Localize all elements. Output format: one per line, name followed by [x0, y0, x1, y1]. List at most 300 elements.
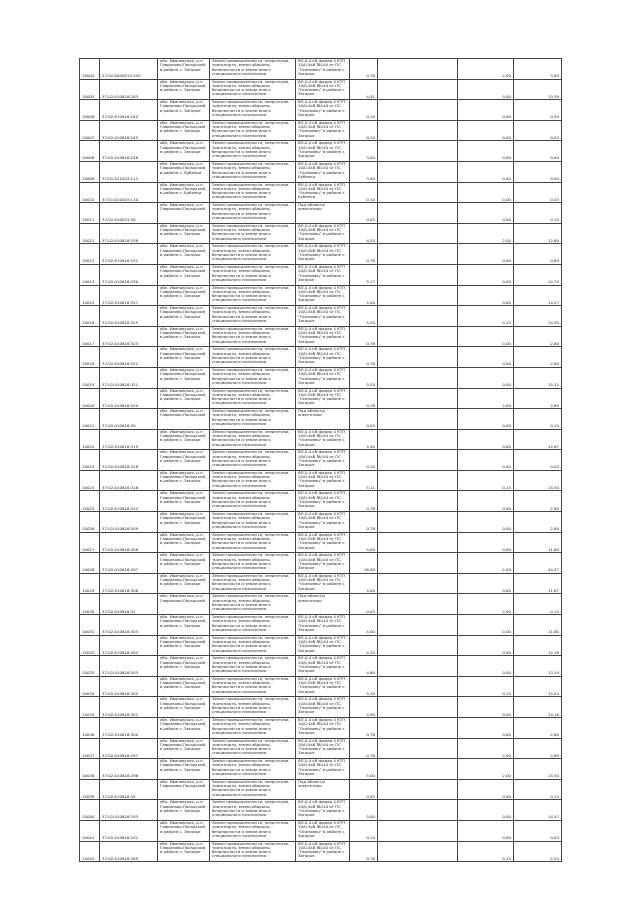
factor-cell: [378, 326, 458, 347]
total-cell: 0,15: [514, 594, 562, 615]
area-cell: 0,19: [350, 100, 378, 121]
permitted-use-cell: ВЛ-0,4 кВ фидер 4 КТП 10/0,4кВ №144 от ПС "Осиновец" в районе с. Загорье: [296, 820, 350, 841]
factor-cell: [378, 306, 458, 327]
row-number: 10036: [80, 718, 100, 739]
total-cell: 0,03: [514, 182, 562, 203]
cadastral-number: 37:02:010816:289: [100, 841, 158, 862]
total-cell: 0,89: [514, 244, 562, 265]
area-cell: 0,78: [350, 841, 378, 862]
area-cell: 0,78: [350, 326, 378, 347]
row-number: 10024: [80, 470, 100, 491]
cadastral-number: 37:02:010816:330: [100, 264, 158, 285]
area-cell: 4,00: [350, 532, 378, 553]
area-cell: 5,00: [350, 285, 378, 306]
area-cell: 4,40: [350, 429, 378, 450]
permitted-use-cell: ВЛ-0,4 кВ фидер 4 КТП 10/0,4кВ №144 от ПС "Осиновец" в районе с. Загорье: [296, 697, 350, 718]
area-cell: 4,20: [350, 635, 378, 656]
total-cell: 15,12: [514, 367, 562, 388]
coefficient-cell: 0,00: [458, 100, 514, 121]
cadastral-number: 37:02:010816:245: [100, 120, 158, 141]
table-row: [80, 79, 562, 100]
address-cell: обл. Ивановская, р-н Гаврилово-Посадский, в районе с. Загорье: [158, 120, 210, 141]
total-cell: 3,89: [514, 59, 562, 80]
table-row: [80, 841, 562, 862]
coefficient-cell: 0,00: [458, 491, 514, 512]
area-cell: 4,00: [350, 573, 378, 594]
land-category-cell: Земли промышленности, энергетики, транспорта, земли обороны, безопасности и земли иного специального назначения: [210, 120, 296, 141]
factor-cell: [378, 100, 458, 121]
coefficient-cell: 2,00: [458, 553, 514, 574]
coefficient-cell: 0,00: [458, 79, 514, 100]
table-row: [80, 697, 562, 718]
permitted-use-cell: ВЛ-0,4 кВ фидер 4 КТП 10/0,4кВ №144 от ПС "Осиновец" в районе с. Загорье: [296, 306, 350, 327]
factor-cell: [378, 594, 458, 615]
permitted-use-cell: ВЛ-0,4 кВ фидер 4 КТП 10/0,4кВ №144 от ПС "Осиновец" в районе с. Загорье: [296, 79, 350, 100]
permitted-use-cell: Под объекты энергетики: [296, 594, 350, 615]
cadastral-number: 37:02:010816:297: [100, 738, 158, 759]
coefficient-cell: 0,00: [458, 182, 514, 203]
coefficient-cell: 0,00: [458, 718, 514, 739]
row-number: 10021: [80, 409, 100, 430]
area-cell: 3,00: [350, 161, 378, 182]
row-number: 10032: [80, 635, 100, 656]
factor-cell: [378, 491, 458, 512]
cadastral-number: 37:02:010816:318: [100, 450, 158, 471]
table-row: [80, 470, 562, 491]
area-cell: 16,00: [350, 553, 378, 574]
coefficient-cell: 0,00: [458, 656, 514, 677]
factor-cell: [378, 718, 458, 739]
permitted-use-cell: ВЛ-0,4 кВ фидер 4 КТП 10/0,4кВ №144 от ПС "Осиновец" в районе с. Загорье: [296, 512, 350, 533]
address-cell: обл. Ивановская, р-н Гаврилово-Посадский, в районе с. Загорье: [158, 388, 210, 409]
row-number: 10034: [80, 676, 100, 697]
row-number: 10015: [80, 285, 100, 306]
row-number: 10037: [80, 738, 100, 759]
row-number: 10008: [80, 141, 100, 162]
address-cell: обл. Ивановская, р-н Гаврилово-Посадский, в районе с. Загорье: [158, 573, 210, 594]
table-row: [80, 264, 562, 285]
permitted-use-cell: ВЛ-0,4 кВ фидер 4 КТП 10/0,4кВ №144 от ПС "Осиновец" в районе с. Загорье: [296, 470, 350, 491]
factor-cell: [378, 738, 458, 759]
coefficient-cell: 0,15: [458, 841, 514, 862]
area-cell: 3,00: [350, 141, 378, 162]
permitted-use-cell: ВЛ-0,4 кВ фидер 4 КТП 10/0,4кВ №144 от ПС "Осиновец" в районе с. Загорье: [296, 656, 350, 677]
table-row: [80, 676, 562, 697]
address-cell: обл. Ивановская, р-н Гаврилово-Посадский, в районе с. Бубенки: [158, 161, 210, 182]
address-cell: обл. Ивановская, р-н Гаврилово-Посадский, в районе с. Загорье: [158, 841, 210, 862]
cadastral-number: 37:02:010816:323: [100, 326, 158, 347]
total-cell: 12,67: [514, 429, 562, 450]
coefficient-cell: 0,00: [458, 779, 514, 800]
land-category-cell: Земли промышленности, энергетики, транспорта, земли обороны, безопасности и земли иного специального назначения: [210, 697, 296, 718]
table-row: [80, 532, 562, 553]
land-category-cell: Земли промышленности, энергетики, транспорта, земли обороны, безопасности и земли иного специального назначения: [210, 409, 296, 430]
coefficient-cell: 0,00: [458, 512, 514, 533]
coefficient-cell: 0,00: [458, 203, 514, 224]
table-row: [80, 141, 562, 162]
table-row: [80, 635, 562, 656]
factor-cell: [378, 182, 458, 203]
table-row: [80, 182, 562, 203]
land-category-cell: Земли промышленности, энергетики, транспорта, земли обороны, безопасности и земли иного специального назначения: [210, 182, 296, 203]
total-cell: 12,60: [514, 223, 562, 244]
table-row: [80, 800, 562, 821]
total-cell: 2,80: [514, 347, 562, 368]
area-cell: 4,60: [350, 656, 378, 677]
area-cell: 5,20: [350, 367, 378, 388]
row-number: 10038: [80, 759, 100, 780]
table-row: [80, 347, 562, 368]
factor-cell: [378, 697, 458, 718]
total-cell: 15,04: [514, 676, 562, 697]
permitted-use-cell: ВЛ-0,4 кВ фидер 4 КТП 10/0,4кВ №144 от ПС "Осиновец" в районе с. Загорье: [296, 532, 350, 553]
factor-cell: [378, 79, 458, 100]
factor-cell: [378, 759, 458, 780]
address-cell: обл. Ивановская, р-н Гаврилово-Посадский, в районе с. Загорье: [158, 429, 210, 450]
coefficient-cell: 0,00: [458, 573, 514, 594]
row-number: 10004: [80, 59, 100, 80]
row-number: 10018: [80, 347, 100, 368]
coefficient-cell: 0,00: [458, 347, 514, 368]
total-cell: 2,80: [514, 718, 562, 739]
coefficient-cell: 0,15: [458, 306, 514, 327]
table-row: [80, 594, 562, 615]
area-cell: 0,10: [350, 120, 378, 141]
table-row: [80, 409, 562, 430]
address-cell: обл. Ивановская, р-н Гаврилово-Посадский, в районе с. Загорье: [158, 347, 210, 368]
address-cell: обл. Ивановская, р-н Гаврилово-Посадский, в районе с. Загорье: [158, 512, 210, 533]
table-row: [80, 59, 562, 80]
land-category-cell: Земли промышленности, энергетики, транспорта, земли обороны, безопасности и земли иного специального назначения: [210, 100, 296, 121]
address-cell: обл. Ивановская, р-н Гаврилово-Посадский, в районе с. Загорье: [158, 676, 210, 697]
address-cell: обл. Ивановская, р-н Гаврилово-Посадский, в районе с. Загорье: [158, 223, 210, 244]
land-category-cell: Земли промышленности, энергетики, транспорта, земли обороны, безопасности и земли иного специального назначения: [210, 306, 296, 327]
land-category-cell: Земли промышленности, энергетики, транспорта, земли обороны, безопасности и земли иного специального назначения: [210, 141, 296, 162]
table-row: [80, 367, 562, 388]
cadastral-number: 37:02:010015:30: [100, 203, 158, 224]
address-cell: обл. Ивановская, р-н Гаврилово-Посадский, в районе с. Загорье: [158, 759, 210, 780]
area-cell: 0,10: [350, 820, 378, 841]
row-number: 10039: [80, 779, 100, 800]
factor-cell: [378, 841, 458, 862]
permitted-use-cell: ВЛ-0,4 кВ фидер 4 КТП 10/0,4кВ №144 от ПС "Осиновец" в районе с. Загорье: [296, 553, 350, 574]
coefficient-cell: 0,15: [458, 470, 514, 491]
total-cell: 14,50: [514, 306, 562, 327]
factor-cell: [378, 429, 458, 450]
cadastral-number: 37:02:010816:321: [100, 367, 158, 388]
address-cell: обл. Ивановская, р-н Гаврилово-Посадский, в районе с. Загорье: [158, 470, 210, 491]
table-row: [80, 100, 562, 121]
address-cell: обл. Ивановская, р-н Гаврилово-Посадский, в районе с. Загорье: [158, 306, 210, 327]
permitted-use-cell: ВЛ-0,4 кВ фидер 4 КТП 10/0,4кВ №144 от ПС "Осиновец" в районе с. Загорье: [296, 429, 350, 450]
permitted-use-cell: ВЛ-0,4 кВ фидер 4 КТП 10/0,4кВ №144 от ПС "Осиновец" в районе с. Загорье: [296, 244, 350, 265]
land-category-cell: Земли промышленности, энергетики, транспорта, земли обороны, безопасности и земли иного специального назначения: [210, 594, 296, 615]
cadastral-number: 37:02:010816:338: [100, 223, 158, 244]
coefficient-cell: 2,00: [458, 223, 514, 244]
permitted-use-cell: ВЛ-0,4 кВ фидер 4 КТП 10/0,4кВ №144 от ПС "Осиновец" в районе с. Загорье: [296, 676, 350, 697]
table-row: [80, 306, 562, 327]
address-cell: обл. Ивановская, р-н Гаврилово-Посадский, в районе с. Загорье: [158, 285, 210, 306]
area-cell: 4,41: [350, 79, 378, 100]
cadastral-number: 37:02:010816:31: [100, 594, 158, 615]
coefficient-cell: 0,00: [458, 635, 514, 656]
permitted-use-cell: Под объекты энергетики: [296, 779, 350, 800]
cadastral-number: 37:02:010816:327: [100, 285, 158, 306]
table-row: [80, 512, 562, 533]
coefficient-cell: 0,00: [458, 429, 514, 450]
land-category-cell: Земли промышленности, энергетики, транспорта, земли обороны, безопасности и земли иного специального назначения: [210, 347, 296, 368]
table-row: [80, 718, 562, 739]
factor-cell: [378, 223, 458, 244]
row-number: 10019: [80, 367, 100, 388]
land-category-cell: Земли промышленности, энергетики, транспорта, земли обороны, безопасности и земли иного специального назначения: [210, 656, 296, 677]
cadastral-number: 37:02:010816:304: [100, 635, 158, 656]
land-category-cell: Земли промышленности, энергетики, транспорта, земли обороны, безопасности и земли иного специального назначения: [210, 244, 296, 265]
area-cell: 0,78: [350, 491, 378, 512]
land-category-cell: Земли промышленности, энергетики, транспорта, земли обороны, безопасности и земли иного специального назначения: [210, 59, 296, 80]
table-row: [80, 450, 562, 471]
permitted-use-cell: ВЛ-0,4 кВ фидер 4 КТП 10/0,4кВ №144 от ПС "Осиновец" в районе с. Загорье: [296, 635, 350, 656]
coefficient-cell: 0,00: [458, 409, 514, 430]
land-category-cell: Земли промышленности, энергетики, транспорта, земли обороны, безопасности и земли иного специального назначения: [210, 223, 296, 244]
table-row: [80, 285, 562, 306]
permitted-use-cell: ВЛ-0,4 кВ фидер 4 КТП 10/0,4кВ №144 от ПС "Осиновец" в районе с. Загорье: [296, 264, 350, 285]
factor-cell: [378, 573, 458, 594]
factor-cell: [378, 244, 458, 265]
factor-cell: [378, 820, 458, 841]
land-category-cell: Земли промышленности, энергетики, транспорта, земли обороны, безопасности и земли иного специального назначения: [210, 553, 296, 574]
row-number: 10041: [80, 820, 100, 841]
total-cell: 11,60: [514, 615, 562, 636]
area-cell: 4,90: [350, 697, 378, 718]
coefficient-cell: 0,00: [458, 367, 514, 388]
area-cell: 0,10: [350, 182, 378, 203]
address-cell: обл. Ивановская, р-н Гаврилово-Посадский, в районе с. Загорье: [158, 615, 210, 636]
factor-cell: [378, 635, 458, 656]
row-number: 10014: [80, 264, 100, 285]
land-category-cell: Земли промышленности, энергетики, транспорта, земли обороны, безопасности и земли иного специального назначения: [210, 285, 296, 306]
coefficient-cell: 0,00: [458, 244, 514, 265]
coefficient-cell: 0,00: [458, 120, 514, 141]
cadastral-number: 37:02:010816:316: [100, 470, 158, 491]
area-cell: 0,78: [350, 388, 378, 409]
factor-cell: [378, 285, 458, 306]
cadastral-number: 37:02:010816:320: [100, 388, 158, 409]
total-cell: 0,59: [514, 100, 562, 121]
total-cell: 0,03: [514, 820, 562, 841]
land-category-cell: Земли промышленности, энергетики, транспорта, земли обороны, безопасности и земли иного специального назначения: [210, 429, 296, 450]
address-cell: обл. Ивановская, р-н Гаврилово-Посадский, в районе с. Загорье: [158, 79, 210, 100]
area-cell: 5,00: [350, 759, 378, 780]
table-row: [80, 203, 562, 224]
coefficient-cell: 0,00: [458, 141, 514, 162]
total-cell: 2,54: [514, 841, 562, 862]
factor-cell: [378, 120, 458, 141]
cadastral-number: 37:02:010816:308: [100, 532, 158, 553]
row-number: 10030: [80, 594, 100, 615]
cadastral-number: 27:02:0000915:343: [100, 59, 158, 80]
total-cell: 14,50: [514, 470, 562, 491]
land-plot-register-table: [79, 58, 562, 862]
area-cell: 0,10: [350, 450, 378, 471]
coefficient-cell: 0,00: [458, 615, 514, 636]
table-row: [80, 161, 562, 182]
table-row: [80, 759, 562, 780]
land-category-cell: Земли промышленности, энергетики, транспорта, земли обороны, безопасности и земли иного специального назначения: [210, 779, 296, 800]
cadastral-number: 37:02:010816:300: [100, 718, 158, 739]
table-row: [80, 738, 562, 759]
row-number: 10029: [80, 573, 100, 594]
land-category-cell: Земли промышленности, энергетики, транспорта, земли обороны, безопасности и земли иного специального назначения: [210, 491, 296, 512]
address-cell: обл. Ивановская, р-н Гаврилово-Посадский, в районе с. Загорье: [158, 532, 210, 553]
land-category-cell: Земли промышленности, энергетики, транспорта, земли обороны, безопасности и земли иного специального назначения: [210, 79, 296, 100]
cadastral-number: 37:02:010816:291: [100, 820, 158, 841]
cadastral-number: 37:02:010816:306: [100, 573, 158, 594]
address-cell: обл. Ивановская, р-н Гаврилово-Посадский, в районе с. Загорье: [158, 264, 210, 285]
area-cell: 5,17: [350, 264, 378, 285]
table-row: [80, 388, 562, 409]
area-cell: 5,20: [350, 306, 378, 327]
row-number: 10007: [80, 120, 100, 141]
factor-cell: [378, 532, 458, 553]
land-category-cell: Земли промышленности, энергетики, транспорта, земли обороны, безопасности и земли иного специального назначения: [210, 161, 296, 182]
area-cell: 5,00: [350, 800, 378, 821]
land-category-cell: Земли промышленности, энергетики, транспорта, земли обороны, безопасности и земли иного специального назначения: [210, 615, 296, 636]
total-cell: 11,60: [514, 532, 562, 553]
coefficient-cell: 0,15: [458, 676, 514, 697]
row-number: 10026: [80, 512, 100, 533]
coefficient-cell: 0,00: [458, 161, 514, 182]
coefficient-cell: 2,00: [458, 59, 514, 80]
cadastral-number: 37:02:010816:296: [100, 759, 158, 780]
permitted-use-cell: ВЛ-0,4 кВ фидер 4 КТП 10/0,4кВ №144 от ПС "Осиновец" в районе с. Загорье: [296, 326, 350, 347]
permitted-use-cell: ВЛ-0,4 кВ фидер 4 КТП 10/0,4кВ №144 от ПС "Осиновец" в районе с. Загорье: [296, 450, 350, 471]
total-cell: 14,27: [514, 285, 562, 306]
coefficient-cell: 0,00: [458, 532, 514, 553]
row-number: 10031: [80, 615, 100, 636]
row-number: 10010: [80, 182, 100, 203]
land-category-cell: Земли промышленности, энергетики, транспорта, земли обороны, безопасности и земли иного специального назначения: [210, 718, 296, 739]
total-cell: 2,80: [514, 326, 562, 347]
land-category-cell: Земли промышленности, энергетики, транспорта, земли обороны, безопасности и земли иного специального назначения: [210, 738, 296, 759]
permitted-use-cell: Под объекты энергетики: [296, 409, 350, 430]
address-cell: обл. Ивановская, р-н Гаврилово-Посадский, в районе с. Загорье: [158, 553, 210, 574]
factor-cell: [378, 512, 458, 533]
table-row: [80, 326, 562, 347]
permitted-use-cell: ВЛ-0,4 кВ фидер 4 КТП 10/0,4кВ №144 от ПС "Осиновец" в районе с. Бубенки: [296, 161, 350, 182]
land-category-cell: Земли промышленности, энергетики, транспорта, земли обороны, безопасности и земли иного специального назначения: [210, 800, 296, 821]
permitted-use-cell: ВЛ-0,4 кВ фидер 4 КТП 10/0,4кВ №144 от ПС "Осиновец" в районе с. Загорье: [296, 120, 350, 141]
total-cell: 2,80: [514, 512, 562, 533]
row-number: 10025: [80, 491, 100, 512]
area-cell: 5,10: [350, 676, 378, 697]
address-cell: обл. Ивановская, р-н Гаврилово-Посадский: [158, 409, 210, 430]
row-number: 10033: [80, 656, 100, 677]
area-cell: 0,05: [350, 779, 378, 800]
address-cell: обл. Ивановская, р-н Гаврилово-Посадский, в районе с. Загорье: [158, 656, 210, 677]
total-cell: 13,34: [514, 656, 562, 677]
area-cell: 0,78: [350, 244, 378, 265]
factor-cell: [378, 615, 458, 636]
address-cell: обл. Ивановская, р-н Гаврилово-Посадский, в районе с. Загорье: [158, 244, 210, 265]
address-cell: обл. Ивановская, р-н Гаврилово-Посадский: [158, 779, 210, 800]
address-cell: обл. Ивановская, р-н Гаврилово-Посадский, в районе с. Загорье: [158, 59, 210, 80]
address-cell: обл. Ивановская, р-н Гаврилово-Посадский: [158, 203, 210, 224]
coefficient-cell: 0,00: [458, 285, 514, 306]
land-category-cell: Земли промышленности, энергетики, транспорта, земли обороны, безопасности и земли иного специального назначения: [210, 532, 296, 553]
factor-cell: [378, 450, 458, 471]
land-category-cell: Земли промышленности, энергетики, транспорта, земли обороны, безопасности и земли иного специального назначения: [210, 512, 296, 533]
factor-cell: [378, 367, 458, 388]
row-number: 10011: [80, 203, 100, 224]
permitted-use-cell: ВЛ-0,4 кВ фидер 4 КТП 10/0,4кВ №144 от ПС "Осиновец" в районе с. Загорье: [296, 141, 350, 162]
area-cell: 0,78: [350, 59, 378, 80]
permitted-use-cell: ВЛ-0,4 кВ фидер 4 КТП 10/0,4кВ №144 от ПС "Осиновец" в районе с. Загорье: [296, 59, 350, 80]
land-category-cell: Земли промышленности, энергетики, транспорта, земли обороны, безопасности и земли иного специального назначения: [210, 326, 296, 347]
land-category-cell: Земли промышленности, энергетики, транспорта, земли обороны, безопасности и земли иного специального назначения: [210, 470, 296, 491]
area-cell: 0,78: [350, 347, 378, 368]
table-row: [80, 491, 562, 512]
area-cell: 0,78: [350, 718, 378, 739]
row-number: 10013: [80, 244, 100, 265]
factor-cell: [378, 656, 458, 677]
row-number: 10040: [80, 800, 100, 821]
permitted-use-cell: ВЛ-0,4 кВ фидер 4 КТП 10/0,4кВ №144 от ПС "Осиновец" в районе с. Загорье: [296, 223, 350, 244]
area-cell: 0,05: [350, 409, 378, 430]
permitted-use-cell: ВЛ-0,4 кВ фидер 4 КТП 10/0,4кВ №144 от ПС "Осиновец" в районе с. Загорье: [296, 347, 350, 368]
factor-cell: [378, 203, 458, 224]
row-number: 10028: [80, 553, 100, 574]
total-cell: 13,39: [514, 79, 562, 100]
address-cell: обл. Ивановская, р-н Гаврилово-Посадский, в районе с. Загорье: [158, 100, 210, 121]
address-cell: обл. Ивановская, р-н Гаврилово-Посадский, в районе с. Загорье: [158, 450, 210, 471]
total-cell: 0,03: [514, 450, 562, 471]
cadastral-number: 37:02:010816:30: [100, 409, 158, 430]
total-cell: 0,15: [514, 779, 562, 800]
cadastral-number: 37:02:010816:307: [100, 553, 158, 574]
table-row: [80, 573, 562, 594]
table-row: [80, 553, 562, 574]
address-cell: обл. Ивановская, р-н Гаврилово-Посадский, в районе с. Загорье: [158, 820, 210, 841]
permitted-use-cell: ВЛ-0,4 кВ фидер 4 КТП 10/0,4кВ №144 от ПС "Осиновец" в районе с. Загорье: [296, 759, 350, 780]
cadastral-number: 37:02:010816:314: [100, 491, 158, 512]
factor-cell: [378, 470, 458, 491]
address-cell: обл. Ивановская, р-н Гаврилово-Посадский, в районе с. Загорье: [158, 635, 210, 656]
total-cell: 9,00: [514, 141, 562, 162]
coefficient-cell: 2,00: [458, 759, 514, 780]
land-category-cell: Земли промышленности, энергетики, транспорта, земли обороны, безопасности и земли иного специального назначения: [210, 676, 296, 697]
permitted-use-cell: ВЛ-0,4 кВ фидер 4 КТП 10/0,4кВ №144 от ПС "Осиновец" в районе с. Загорье: [296, 367, 350, 388]
cadastral-number: 37:02:010816:302: [100, 676, 158, 697]
factor-cell: [378, 779, 458, 800]
coefficient-cell: 2,00: [458, 388, 514, 409]
cadastral-number: 37:02:010816:301: [100, 697, 158, 718]
table-row: [80, 779, 562, 800]
row-number: 10035: [80, 697, 100, 718]
total-cell: 2,89: [514, 388, 562, 409]
cadastral-number: 37:02:010816:32: [100, 779, 158, 800]
cadastral-number: 37:01:010015:110: [100, 182, 158, 203]
land-category-cell: Земли промышленности, энергетики, транспорта, земли обороны, безопасности и земли иного специального назначения: [210, 367, 296, 388]
total-cell: 9,00: [514, 161, 562, 182]
area-cell: 4,20: [350, 223, 378, 244]
area-cell: 0,78: [350, 738, 378, 759]
row-number: 10023: [80, 450, 100, 471]
area-cell: 5,11: [350, 470, 378, 491]
land-category-cell: Земли промышленности, энергетики, транспорта, земли обороны, безопасности и земли иного специального назначения: [210, 759, 296, 780]
cadastral-number: 37:02:010816:246: [100, 141, 158, 162]
cadastral-number: 37:02:010816:322: [100, 347, 158, 368]
